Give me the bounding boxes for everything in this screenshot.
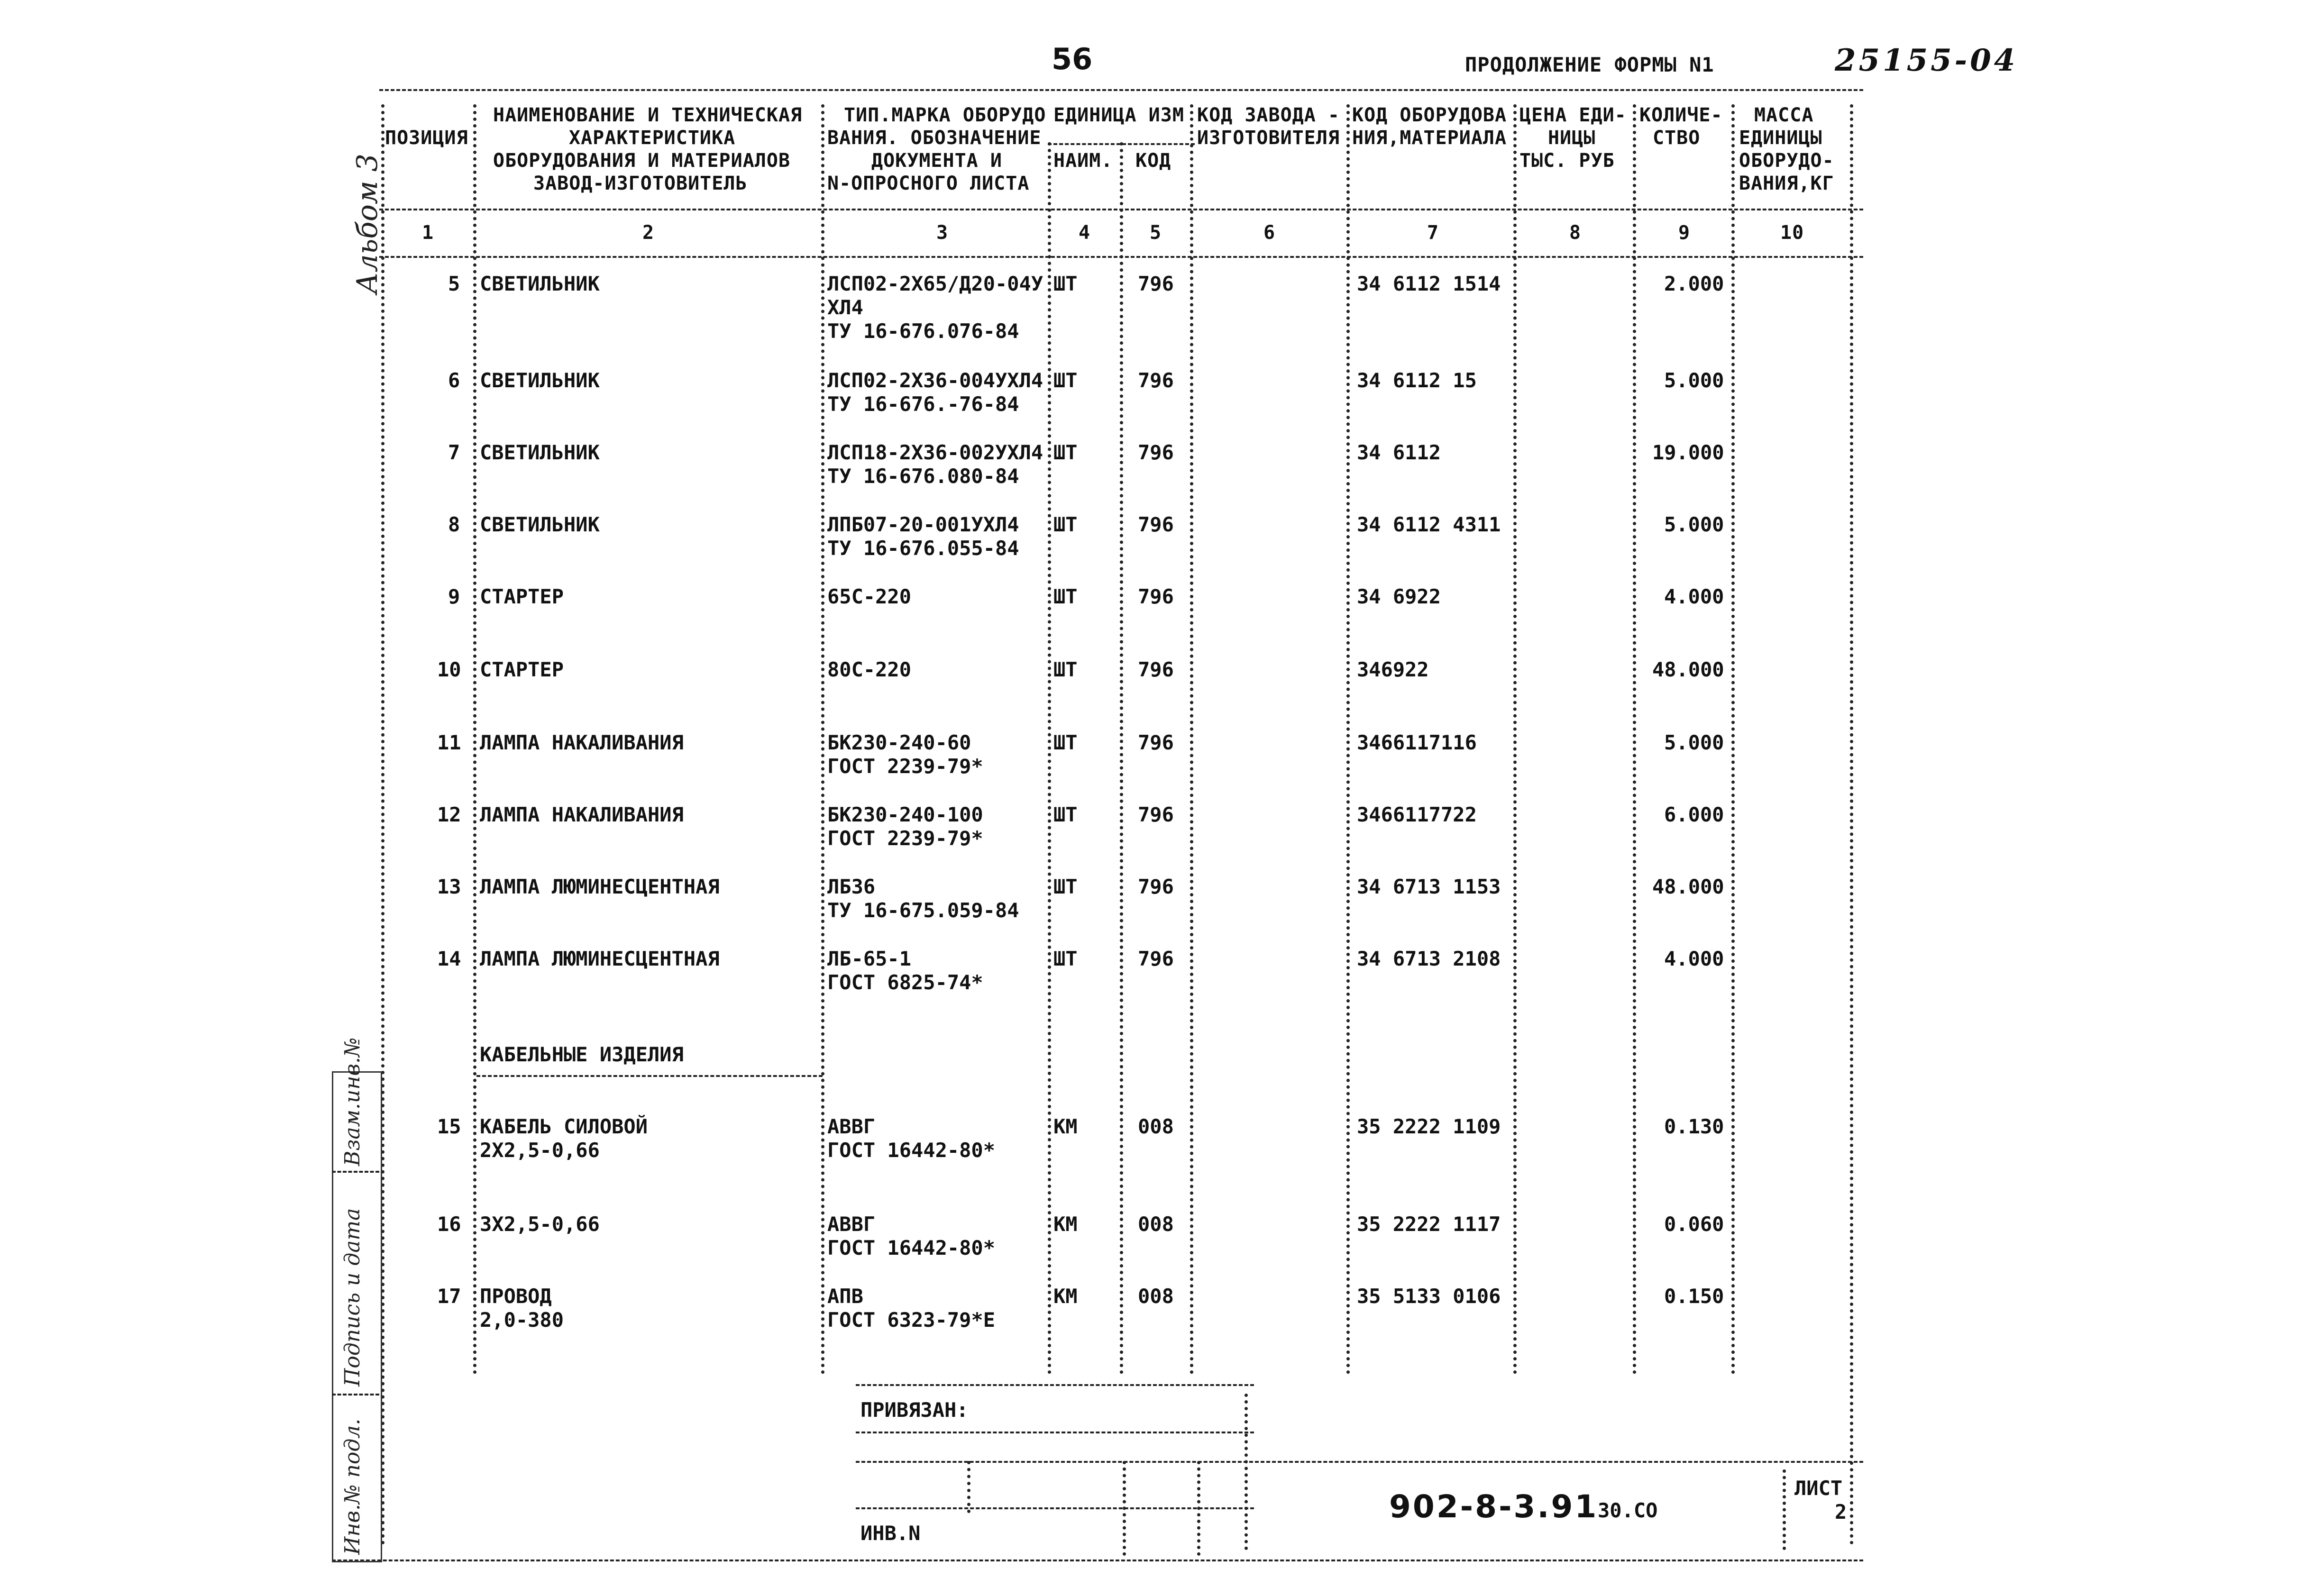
hdr-col3-l1: ТИП.МАРКА ОБОРУДО — [844, 104, 1046, 126]
cell-pos: 12 — [437, 803, 461, 826]
col-sep-6 — [1346, 104, 1350, 1375]
cell-code: 796 — [1138, 272, 1174, 295]
cell-type: ТУ 16-676.080-84 — [827, 465, 1019, 488]
cell-type: ЛСП18-2Х36-002УХЛ4 — [827, 441, 1043, 464]
cell-code: 008 — [1138, 1285, 1174, 1308]
cell-type: ГОСТ 2239-79* — [827, 755, 983, 778]
cell-eq-code: 34 6112 4311 — [1357, 513, 1501, 536]
cell-type: ГОСТ 16442-80* — [827, 1139, 996, 1162]
cell-qty: 5.000 — [1664, 731, 1724, 754]
cell-type: ГОСТ 6825-74* — [827, 971, 983, 994]
cell-name: СТАРТЕР — [480, 658, 564, 681]
colnum-1: 1 — [422, 222, 434, 244]
cell-pos: 11 — [437, 731, 461, 754]
cell-name: 3Х2,5-0,66 — [480, 1213, 600, 1236]
cell-qty: 4.000 — [1664, 947, 1724, 970]
cell-pos: 6 — [448, 369, 460, 392]
margin-stamp-div-1 — [332, 1171, 379, 1173]
hdr-col10-l1: МАССА — [1754, 104, 1814, 126]
footer-rule-1 — [856, 1384, 1254, 1386]
footer-sep-a — [967, 1461, 970, 1513]
cell-unit: ШТ — [1053, 947, 1078, 970]
footer-sheet-sep — [1783, 1469, 1786, 1550]
cell-eq-code: 346922 — [1357, 658, 1429, 681]
cell-eq-code: 34 6112 1514 — [1357, 272, 1501, 295]
cell-eq-code: 35 2222 1117 — [1357, 1213, 1501, 1236]
cell-unit: ШТ — [1053, 272, 1078, 295]
hdr-col10-l4: ВАНИЯ,КГ — [1739, 173, 1834, 194]
rule-top — [379, 89, 1863, 91]
hdr-col6-l2: ИЗГОТОВИТЕЛЯ — [1197, 127, 1340, 149]
cell-qty: 0.150 — [1664, 1285, 1724, 1308]
cell-qty: 0.130 — [1664, 1115, 1724, 1138]
cell-name: ПРОВОД — [480, 1285, 552, 1308]
page-number: 56 — [1052, 42, 1093, 76]
cell-qty: 2.000 — [1664, 272, 1724, 295]
cell-code: 796 — [1138, 441, 1174, 464]
cell-unit: ШТ — [1053, 513, 1078, 536]
cell-name: ЛАМПА ЛЮМИНЕСЦЕНТНАЯ — [480, 947, 720, 970]
cell-type: ЛСП02-2Х65/Д20-04У — [827, 272, 1043, 295]
cell-pos: 7 — [448, 441, 460, 464]
hdr-col9-l2: СТВО — [1653, 127, 1701, 149]
cell-type: ТУ 16-676.-76-84 — [827, 392, 1019, 416]
cell-eq-code: 3466117722 — [1357, 803, 1477, 826]
footer-sep-c — [1197, 1461, 1200, 1556]
col-sep-9 — [1731, 104, 1735, 1375]
cell-type: ТУ 16-676.076-84 — [827, 319, 1019, 343]
hdr-col7-l2: НИЯ,МАТЕРИАЛА — [1352, 127, 1507, 149]
cell-pos: 16 — [437, 1213, 461, 1236]
rule-bottom — [332, 1560, 1863, 1561]
cell-unit: ШТ — [1053, 441, 1078, 464]
cell-type: БК230-240-60 — [827, 731, 971, 754]
cell-pos: 5 — [448, 272, 460, 295]
colnum-3: 3 — [936, 222, 949, 244]
cell-unit: ШТ — [1053, 803, 1078, 826]
hdr-col8-l2: НИЦЫ — [1548, 127, 1596, 149]
cell-code: 796 — [1138, 731, 1174, 754]
hdr-col8-l3: ТЫС. РУБ — [1519, 150, 1615, 172]
margin-stamp-div-2 — [332, 1394, 379, 1395]
cell-name: ЛАМПА НАКАЛИВАНИЯ — [480, 803, 684, 826]
cell-code: 796 — [1138, 947, 1174, 970]
cell-unit: КМ — [1053, 1115, 1078, 1138]
hdr-col4: НАИМ. — [1053, 150, 1113, 172]
hdr-col45-top: ЕДИНИЦА ИЗМ — [1053, 104, 1184, 126]
cell-name: СВЕТИЛЬНИК — [480, 272, 600, 295]
colnum-5: 5 — [1150, 222, 1162, 244]
cell-qty: 4.000 — [1664, 585, 1724, 608]
cell-type: ЛСП02-2Х36-004УХЛ4 — [827, 369, 1043, 392]
cell-code: 008 — [1138, 1213, 1174, 1236]
footer-rule-4 — [856, 1507, 1254, 1509]
cell-eq-code: 34 6922 — [1357, 585, 1441, 608]
cell-code: 796 — [1138, 875, 1174, 898]
cell-name: СТАРТЕР — [480, 585, 564, 608]
cell-eq-code: 34 6112 15 — [1357, 369, 1477, 392]
sheet-label: ЛИСТ — [1794, 1477, 1843, 1500]
col-sep-8 — [1633, 104, 1636, 1375]
cell-eq-code: 35 2222 1109 — [1357, 1115, 1501, 1138]
drawing-code: 902-8-3.91 — [1389, 1488, 1599, 1525]
cell-code: 796 — [1138, 585, 1174, 608]
hdr-col10-l3: ОБОРУДО- — [1739, 150, 1834, 172]
cell-type: ТУ 16-676.055-84 — [827, 537, 1019, 560]
cell-unit: КМ — [1053, 1285, 1078, 1308]
col-sep-4 — [1120, 142, 1123, 1375]
colnum-9: 9 — [1678, 222, 1691, 244]
hdr-col2-l2: ХАРАКТЕРИСТИКА — [569, 127, 736, 149]
cell-qty: 5.000 — [1664, 369, 1724, 392]
rule-section-cable — [476, 1075, 823, 1077]
col-sep-2 — [821, 104, 824, 1375]
cell-eq-code: 35 5133 0106 — [1357, 1285, 1501, 1308]
cell-type: 80С-220 — [827, 658, 912, 681]
cell-name: КАБЕЛЬ СИЛОВОЙ — [480, 1115, 648, 1138]
cell-unit: КМ — [1053, 1213, 1078, 1236]
cell-unit: ШТ — [1053, 658, 1078, 681]
colnum-10: 10 — [1780, 222, 1804, 244]
inv-podl-label: Инв.№ подл. — [340, 1418, 365, 1555]
cell-code: 796 — [1138, 513, 1174, 536]
hdr-col3-l3: ДОКУМЕНТА И — [871, 150, 1002, 172]
cell-code: 008 — [1138, 1115, 1174, 1138]
cell-qty: 48.000 — [1652, 658, 1724, 681]
sheet-suffix: 30.СО — [1598, 1499, 1658, 1522]
cell-type: АВВГ — [827, 1213, 876, 1236]
cell-code: 796 — [1138, 803, 1174, 826]
cell-name: ЛАМПА НАКАЛИВАНИЯ — [480, 731, 684, 754]
footer-rule-2 — [856, 1432, 1254, 1433]
cell-qty: 6.000 — [1664, 803, 1724, 826]
colnum-8: 8 — [1569, 222, 1582, 244]
album-label: Альбом 3 — [351, 153, 384, 294]
cell-type: 65С-220 — [827, 585, 912, 608]
cell-qty: 19.000 — [1652, 441, 1724, 464]
cell-eq-code: 34 6713 2108 — [1357, 947, 1501, 970]
cell-unit: ШТ — [1053, 585, 1078, 608]
cell-name: СВЕТИЛЬНИК — [480, 441, 600, 464]
col-sep-7 — [1513, 104, 1517, 1375]
cell-type: ГОСТ 2239-79* — [827, 827, 983, 850]
cell-pos: 8 — [448, 513, 460, 536]
footer-sep-right — [1245, 1394, 1248, 1550]
cell-pos: 15 — [437, 1115, 461, 1138]
col-sep-10 — [1850, 104, 1853, 1545]
hdr-col6-l1: КОД ЗАВОДА - — [1197, 104, 1340, 126]
inv-n-label: ИНВ.N — [860, 1522, 921, 1545]
footer-rule-3 — [856, 1461, 1863, 1463]
hdr-col1: ПОЗИЦИЯ — [385, 127, 468, 149]
col-sep-5 — [1190, 104, 1193, 1375]
colnum-2: 2 — [642, 222, 655, 244]
vzam-inv-label: Взам.инв.№ — [340, 1037, 365, 1166]
colnum-6: 6 — [1263, 222, 1276, 244]
hdr-col7-l1: КОД ОБОРУДОВА — [1352, 104, 1507, 126]
cell-name: СВЕТИЛЬНИК — [480, 369, 600, 392]
cell-type: ЛБ-65-1 — [827, 947, 912, 970]
continuation-label: ПРОДОЛЖЕНИЕ ФОРМЫ N1 — [1465, 53, 1714, 76]
section-cable-heading: КАБЕЛЬНЫЕ ИЗДЕЛИЯ — [480, 1043, 684, 1066]
cell-qty: 0.060 — [1664, 1213, 1724, 1236]
col-sep-1 — [473, 104, 476, 1375]
cell-type: ТУ 16-675.059-84 — [827, 899, 1019, 922]
cell-type: ХЛ4 — [827, 296, 863, 319]
cell-type: ЛБ36 — [827, 875, 876, 898]
cell-name: 2,0-380 — [480, 1308, 564, 1332]
hdr-col3-l2: ВАНИЯ. ОБОЗНАЧЕНИЕ — [827, 127, 1042, 149]
col-sep-3 — [1048, 142, 1051, 1375]
hdr-col9-l1: КОЛИЧЕ- — [1639, 104, 1723, 126]
hdr-col10-l2: ЕДИНИЦЫ — [1739, 127, 1822, 149]
hdr-col3-l4: N-ОПРОСНОГО ЛИСТА — [827, 173, 1030, 194]
cell-unit: ШТ — [1053, 875, 1078, 898]
cell-name: СВЕТИЛЬНИК — [480, 513, 600, 536]
hdr-col5: КОД — [1135, 150, 1171, 172]
cell-type: БК230-240-100 — [827, 803, 983, 826]
cell-type: ЛПБ07-20-001УХЛ4 — [827, 513, 1019, 536]
cell-pos: 14 — [437, 947, 461, 970]
hdr-col2-l3: ОБОРУДОВАНИЯ И МАТЕРИАЛОВ — [493, 150, 791, 172]
sheet-number: 2 — [1835, 1500, 1847, 1523]
cell-code: 796 — [1138, 658, 1174, 681]
cell-type: ГОСТ 16442-80* — [827, 1236, 996, 1259]
cell-eq-code: 3466117116 — [1357, 731, 1477, 754]
hdr-col2-l4: ЗАВОД-ИЗГОТОВИТЕЛЬ — [533, 173, 748, 194]
cell-type: ГОСТ 6323-79*Е — [827, 1308, 996, 1332]
colnum-4: 4 — [1079, 222, 1091, 244]
colnum-7: 7 — [1427, 222, 1439, 244]
cell-pos: 10 — [437, 658, 461, 681]
cell-eq-code: 34 6713 1153 — [1357, 875, 1501, 898]
cell-pos: 13 — [437, 875, 461, 898]
hdr-col8-l1: ЦЕНА ЕДИ- — [1519, 104, 1627, 126]
cell-name: ЛАМПА ЛЮМИНЕСЦЕНТНАЯ — [480, 875, 720, 898]
cell-type: АПВ — [827, 1285, 863, 1308]
cell-qty: 48.000 — [1652, 875, 1724, 898]
podpis-data-label: Подпись и дата — [340, 1208, 365, 1386]
footer-sep-b — [1123, 1461, 1126, 1556]
cell-pos: 9 — [448, 585, 460, 608]
cell-name: 2Х2,5-0,66 — [480, 1139, 600, 1162]
cell-type: АВВГ — [827, 1115, 876, 1138]
doc-code-handwritten: 25155-04 — [1835, 43, 2018, 78]
privyazan-label: ПРИВЯЗАН: — [860, 1398, 969, 1422]
hdr-col2-l1: НАИМЕНОВАНИЕ И ТЕХНИЧЕСКАЯ — [493, 104, 803, 126]
cell-unit: ШТ — [1053, 731, 1078, 754]
cell-pos: 17 — [437, 1285, 461, 1308]
cell-unit: ШТ — [1053, 369, 1078, 392]
cell-qty: 5.000 — [1664, 513, 1724, 536]
cell-code: 796 — [1138, 369, 1174, 392]
cell-eq-code: 34 6112 — [1357, 441, 1441, 464]
